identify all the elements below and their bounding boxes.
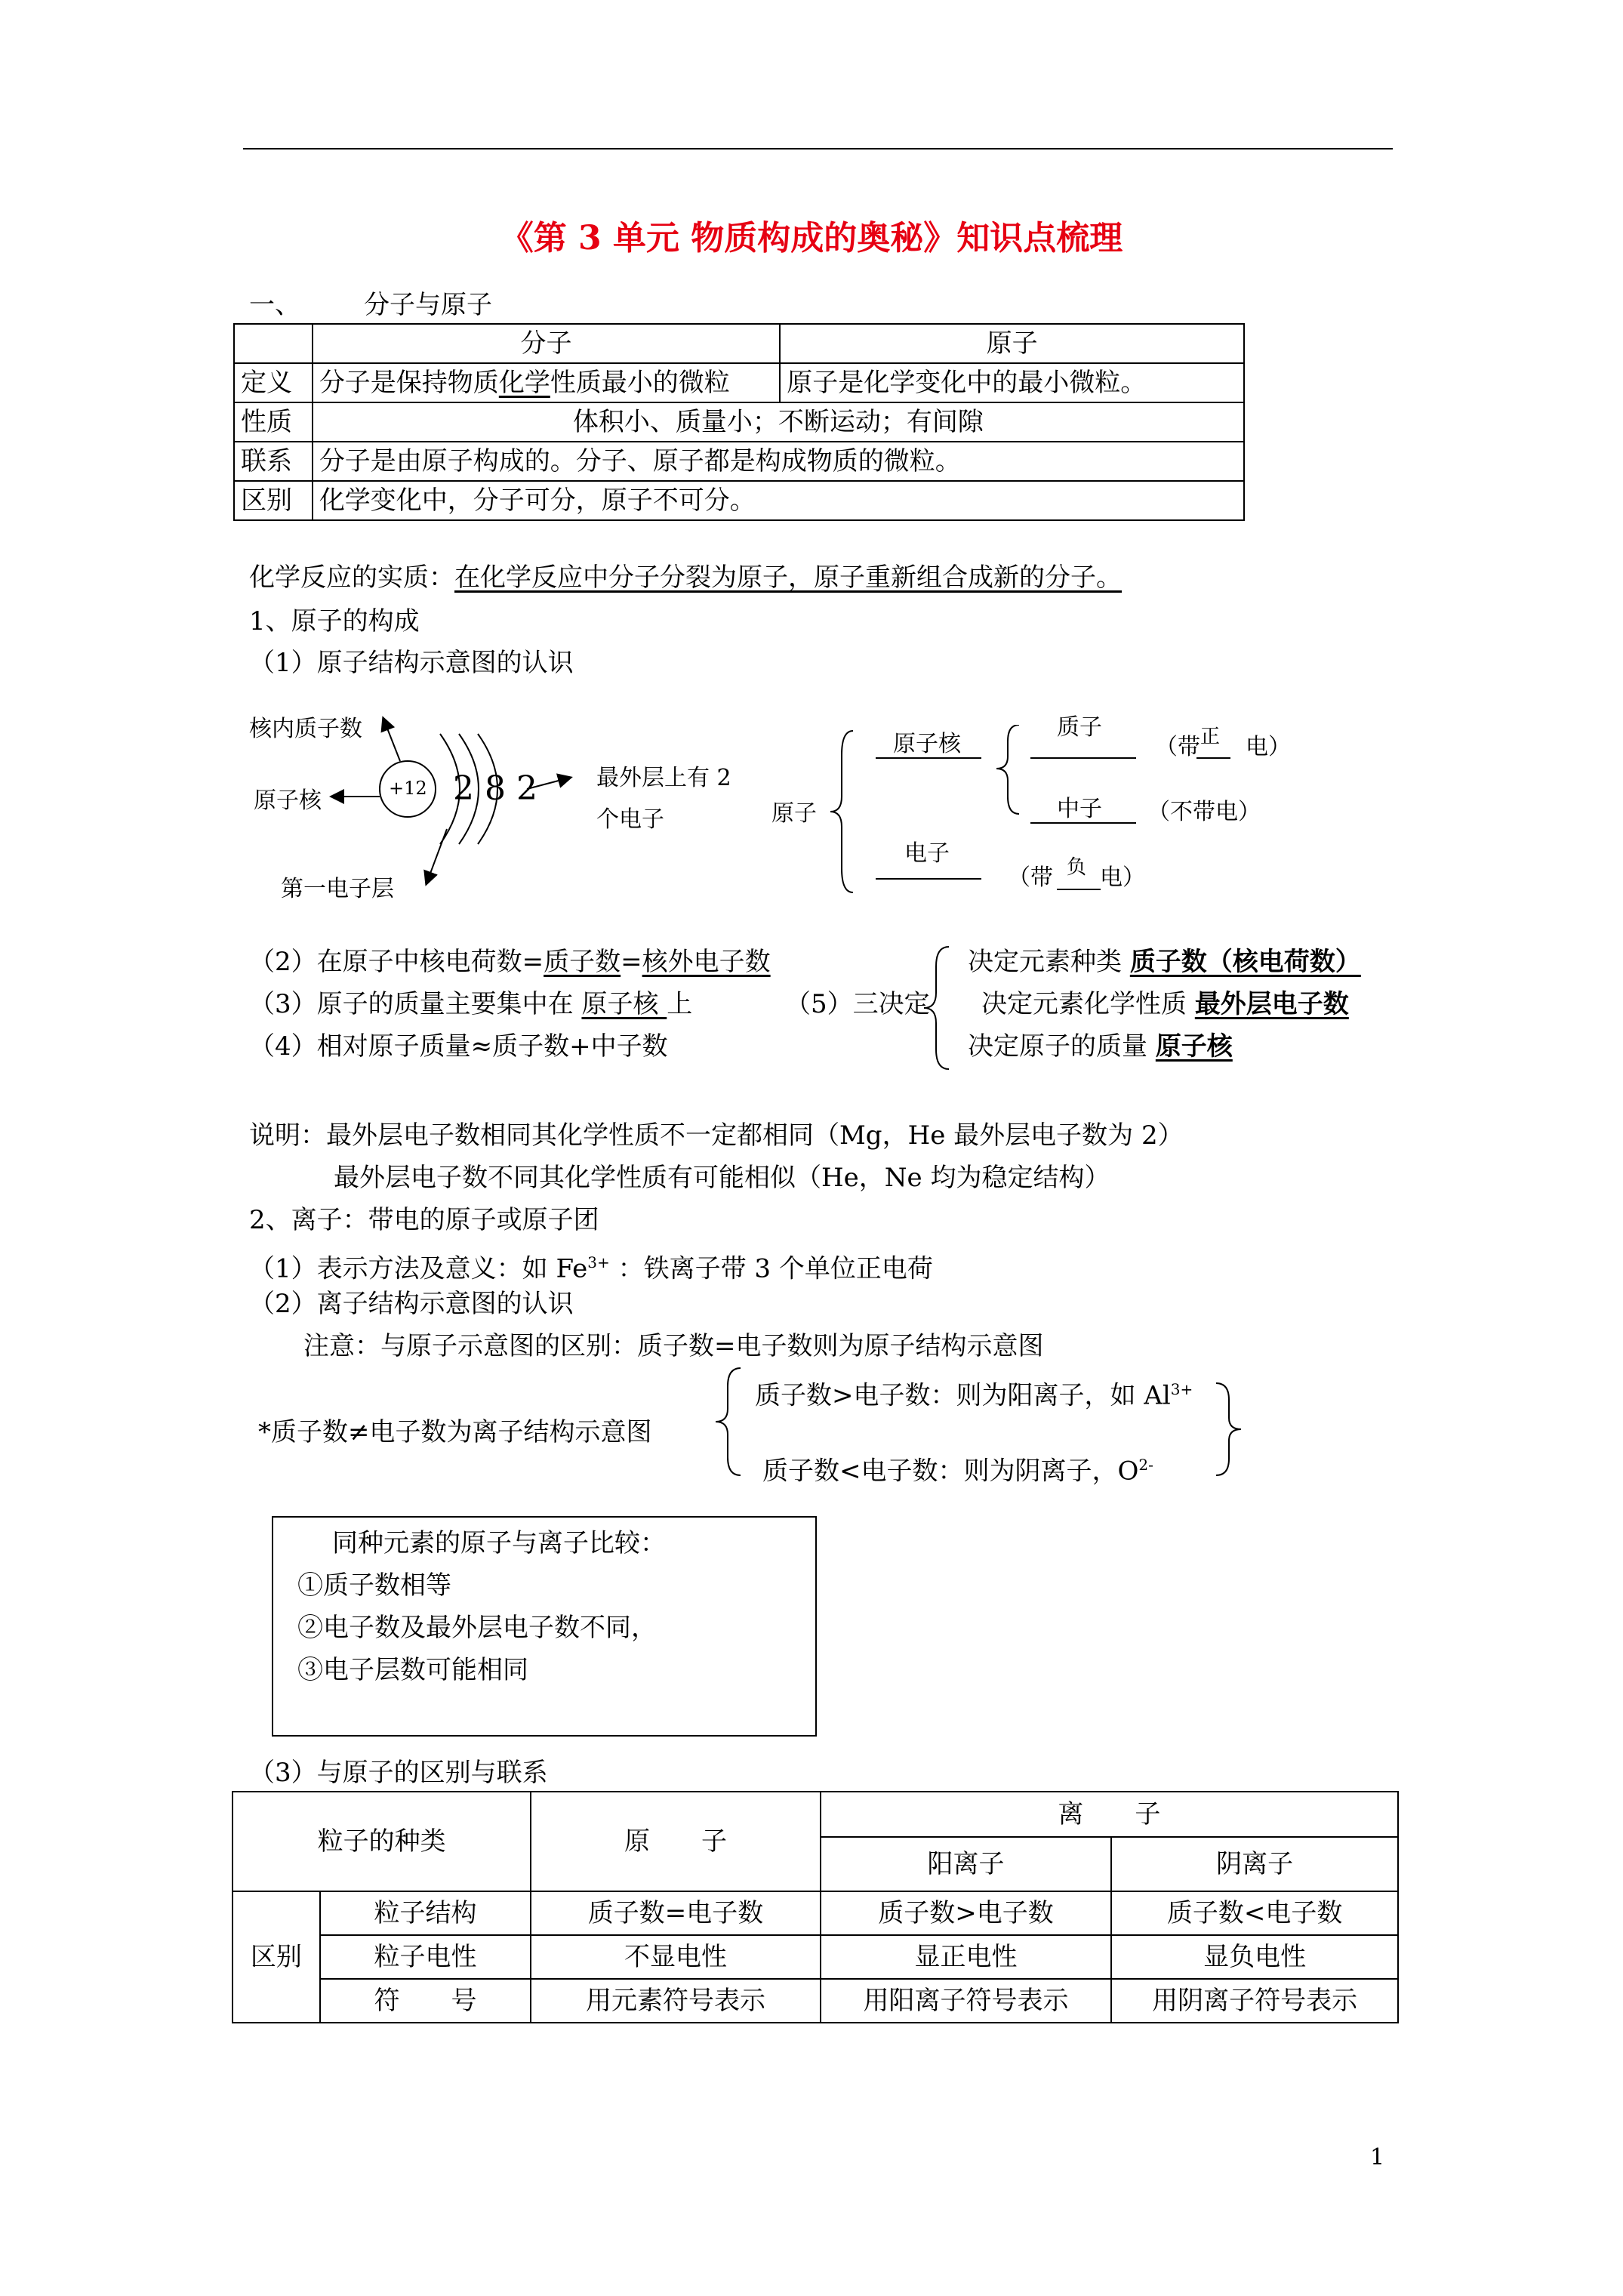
- shell-arc-3: [478, 734, 497, 844]
- nucleus-circle: [380, 761, 436, 817]
- table-cell: 质子数<电子数: [1111, 1891, 1398, 1935]
- page-title: 《第 3 单元 物质构成的奥秘》知识点梳理: [500, 219, 1123, 257]
- table-cell: 不显电性: [531, 1935, 820, 1979]
- rule-relative-mass: （4）相对原子质量≈质子数+中子数: [249, 1031, 668, 1062]
- atom-definition: 原子是化学变化中的最小微粒。: [780, 363, 1244, 402]
- arrow-outer-shell: [527, 778, 570, 789]
- ion-brace-left: [714, 1365, 744, 1478]
- label-electron: 电子: [904, 840, 950, 867]
- header-cation: 阳离子: [821, 1837, 1112, 1891]
- molecule-atom-table: [233, 323, 1245, 521]
- particle-comparison-table: [232, 1791, 1399, 2023]
- row-label: 定义: [234, 363, 313, 402]
- atom-structure-diagram: [317, 702, 589, 898]
- row-label: 粒子电性: [320, 1935, 531, 1979]
- comparison-title: 同种元素的原子与离子比较：: [332, 1528, 666, 1558]
- table-cell: 显正电性: [821, 1935, 1112, 1979]
- shell-arc-1: [440, 734, 460, 844]
- row-label: 符 号: [320, 1979, 531, 2023]
- brace-atom: [830, 731, 853, 892]
- label-nucleus: 原子核: [254, 787, 322, 814]
- reaction-essence: 化学反应的实质：在化学反应中分子分裂为原子，原子重新组合成新的分子。: [249, 562, 1122, 593]
- proton-charge-sign: 正: [1200, 726, 1221, 748]
- molecule-definition: 分子是保持物质化学性质最小的微粒: [313, 363, 780, 402]
- label-atom-nucleus: 原子核: [893, 731, 961, 757]
- header-anion: 阴离子: [1111, 1837, 1398, 1891]
- decide-atom-mass: 决定原子的质量 原子核: [968, 1031, 1233, 1062]
- outer-shell-note-2: 个电子: [596, 806, 664, 833]
- electron-charge-sign: 负: [1067, 856, 1087, 879]
- heading-atom-structure: 1、原子的构成: [249, 606, 420, 636]
- brace-nucleus: [996, 725, 1019, 814]
- rule-three-decides: （5）三决定: [785, 989, 930, 1019]
- heading-ion: 2、离子：带电的原子或原子团: [249, 1205, 599, 1235]
- ion-notation: （1）表示方法及意义：如 $Fe^{3+}$ ：铁离子带 3 个单位正电荷: [249, 1253, 933, 1284]
- header-atom: 原 子: [531, 1792, 820, 1891]
- electron-charge: （带 电）: [1008, 864, 1145, 891]
- attention-note: 注意：与原子示意图的区别：质子数=电子数则为原子结构示意图: [303, 1331, 1044, 1361]
- anion-rule: 质子数<电子数：则为阴离子，$O^{2-}$: [762, 1456, 1153, 1487]
- table-cell: 用阳离子符号表示: [821, 1979, 1112, 2023]
- header-particle-kind: 粒子的种类: [233, 1792, 531, 1891]
- table-cell: 质子数=电子数: [531, 1891, 820, 1935]
- ion-brace-right: [1212, 1380, 1243, 1478]
- relation-cell: 分子是由原子构成的。分子、原子都是构成物质的微粒。: [313, 442, 1244, 481]
- comparison-item: ②电子数及最外层电子数不同，: [297, 1613, 657, 1643]
- table-cell: 用阴离子符号表示: [1111, 1979, 1398, 2023]
- decide-brace: [922, 944, 953, 1072]
- shell-electrons: 2 8 2: [453, 769, 537, 808]
- section-number: 一、: [249, 290, 300, 320]
- header-molecule: 分子: [313, 324, 780, 363]
- outer-shell-note-1: 最外层上有 2: [596, 765, 731, 791]
- label-atom: 原子: [771, 800, 817, 827]
- row-label: 联系: [234, 442, 313, 481]
- comparison-item: ①质子数相等: [297, 1570, 451, 1601]
- nucleus-charge: +12: [389, 778, 427, 799]
- page-number: 1: [1370, 2144, 1385, 2171]
- decide-element-type: 决定元素种类 质子数（核电荷数）: [968, 947, 1361, 977]
- heading-ion-atom-difference: （3）与原子的区别与联系: [249, 1758, 548, 1788]
- comparison-box: [272, 1516, 817, 1737]
- label-neutron: 中子: [1057, 796, 1102, 822]
- proton-charge: （带 电）: [1155, 734, 1291, 760]
- label-proton: 质子: [1057, 714, 1102, 741]
- decide-chemical-property: 决定元素化学性质 最外层电子数: [981, 989, 1349, 1019]
- difference-cell: 化学变化中，分子可分，原子不可分。: [313, 481, 1244, 520]
- table-cell: 显负电性: [1111, 1935, 1398, 1979]
- header-rule: [243, 148, 1393, 149]
- heading-ion-diagram: （2）离子结构示意图的认识: [249, 1289, 574, 1319]
- neutron-charge: （不带电）: [1147, 799, 1261, 825]
- arrow-nucleus-protons: [383, 719, 400, 761]
- label-nucleus-protons: 核内质子数: [249, 716, 362, 742]
- table-cell: 用元素符号表示: [531, 1979, 820, 2023]
- comparison-item: ③电子层数可能相同: [297, 1655, 528, 1685]
- note-1: 说明：最外层电子数相同其化学性质不一定都相同（Mg，He 最外层电子数为 2）: [249, 1120, 1184, 1151]
- rule-mass: （3）原子的质量主要集中在 原子核 上: [249, 989, 693, 1019]
- header-atom: 原子: [780, 324, 1244, 363]
- label-first-shell: 第一电子层: [281, 876, 394, 902]
- difference-label: 区别: [233, 1891, 320, 2023]
- header-ion: 离 子: [821, 1792, 1398, 1837]
- row-label: 区别: [234, 481, 313, 520]
- shell-arc-2: [459, 734, 479, 844]
- row-label: 粒子结构: [320, 1891, 531, 1935]
- rule-charge: （2）在原子中核电荷数=质子数=核外电子数: [249, 947, 771, 977]
- ion-diagram-rule: *质子数≠电子数为离子结构示意图: [258, 1417, 652, 1447]
- property-cell: 体积小、质量小；不断运动；有间隙: [313, 402, 1244, 442]
- row-label: 性质: [234, 402, 313, 442]
- arrow-first-shell: [427, 829, 447, 883]
- table-cell: 质子数>电子数: [821, 1891, 1112, 1935]
- cation-rule: 质子数>电子数：则为阳离子，如 $Al^{3+}$: [755, 1380, 1193, 1411]
- note-2: 最外层电子数不同其化学性质有可能相似（He，Ne 均为稳定结构）: [334, 1163, 1110, 1193]
- heading-atom-diagram: （1）原子结构示意图的认识: [249, 648, 574, 678]
- section-title: 分子与原子: [364, 290, 492, 320]
